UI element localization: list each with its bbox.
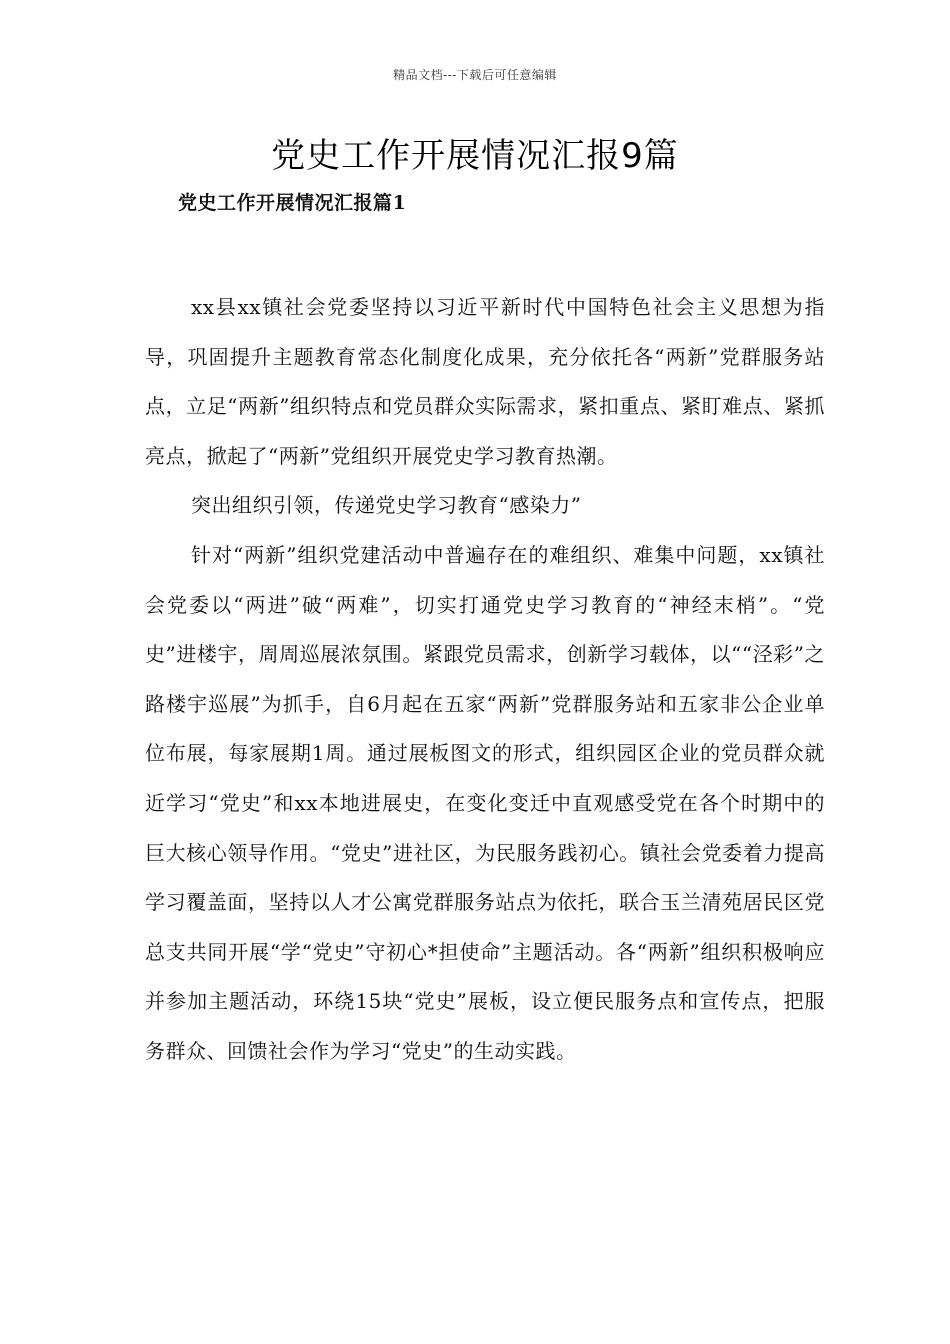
paragraph-heading: 突出组织引领，传递党史学习教育“感染力” — [191, 493, 582, 518]
document-body — [145, 283, 825, 1077]
section-heading: 党史工作开展情况汇报篇1 — [178, 192, 407, 214]
document-title: 党史工作开展情况汇报9篇 — [271, 136, 679, 176]
paragraph-detail: 针对“两新”组织党建活动中普遍存在的难组织、难集中问题，xx镇社会党委以“两进”破“两难”，切实打通党史学习教育的“神经末梢”。“党史”进楼宇，周周巡展浓氛围。紧跟党员需求，创新学习载体，以““泾彩”之路楼宇巡展”为抓手，自6月起在五家“两新”党群服务站和五家非公企业单位布展，每家展期1周。通过展板图文的形式，组织园区企业的党员群众就近学习“党史”和xx本地进展史，在变化变迁中直观感受党在各个时期中的巨大核心领导作用。“党史”进社区，为民服务践初心。镇社会党委着力提高学习覆盖面，坚持以人才公寓党群服务站点为依托，联合玉兰清苑居民区党总支共同开展“学“党史”守初心*担使命”主题活动。各“两新”组织积极响应并参加主题活动，环绕15块“党史”展板，设立便民服务点和宣传点，把服务群众、回馈社会作为学习“党史”的生动实践。 — [145, 542, 825, 1063]
paragraph-intro: xx县xx镇社会党委坚持以习近平新时代中国特色社会主义思想为指导，巩固提升主题教育常态化制度化成果，充分依托各“两新”党群服务站点，立足“两新”组织特点和党员群众实际需求，紧扣重点、紧盯难点、紧抓亮点，掀起了“两新”党组织开展党史学习教育热潮。 — [145, 295, 825, 468]
header-note: 精品文档---下载后可任意编辑 — [393, 68, 557, 82]
